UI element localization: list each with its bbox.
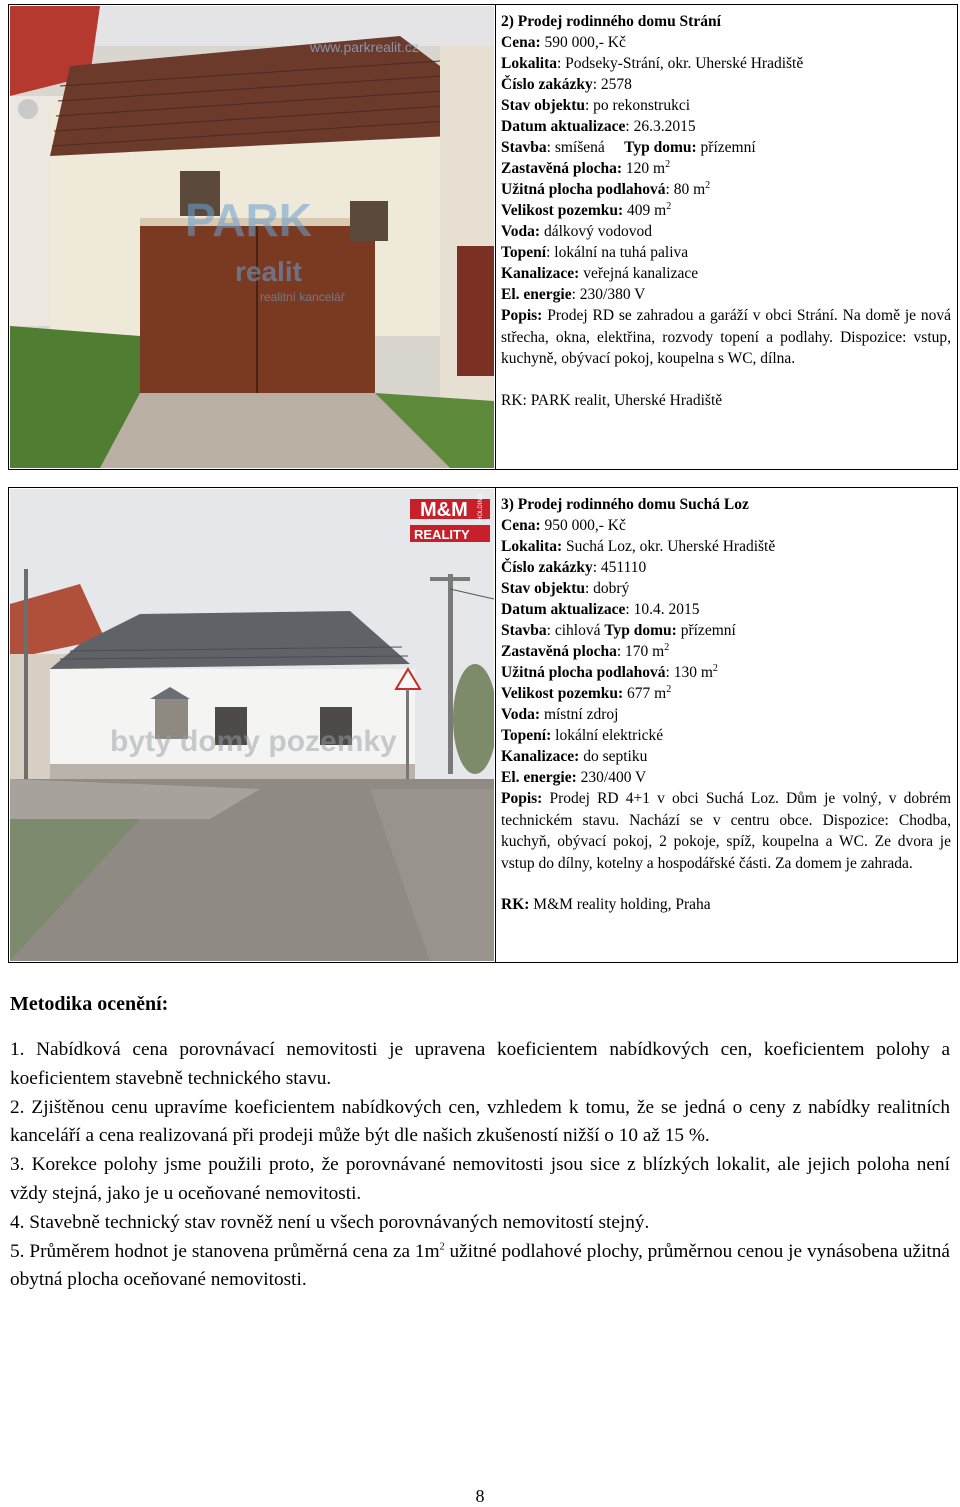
sewer-line: Kanalizace: veřejná kanalizace xyxy=(501,265,699,282)
agency-line: RK: M&M reality holding, Praha xyxy=(501,896,711,913)
description: Popis: Prodej RD 4+1 v obci Suchá Loz. Dům je volný, v dobrém technickém stavu. Nachází se v centru obce. Dispozice: Chodba, kuchyň, obývací pokoj, 2 pokoje, spíž, koupelna a WC. Ze dvora je vstup do dílny, kotelny a hospodářské části. Za domem je zahrada. xyxy=(501,790,951,872)
methodology-list xyxy=(10,1036,950,1295)
location-line: Lokalita: Suchá Loz, okr. Uherské Hradiště xyxy=(501,538,776,555)
build-line: Stavba: smíšená Typ domu: přízemní xyxy=(501,139,756,156)
built-area-line: Zastavěná plocha: 170 $m^2$ xyxy=(501,641,670,660)
heating-line: Topení: lokální elektrické xyxy=(501,727,664,744)
mm-logo-side-text: HOLDING xyxy=(478,493,484,521)
page-number: 8 xyxy=(475,1486,485,1506)
photo-watermark-url: www.parkrealit.cz xyxy=(310,39,419,55)
listing-3-details xyxy=(501,494,951,915)
updated-line: Datum aktualizace: 26.3.2015 xyxy=(501,118,696,135)
build-line: Stavba: cihlová Typ domu: přízemní xyxy=(501,622,736,639)
updated-line: Datum aktualizace: 10.4. 2015 xyxy=(501,601,700,618)
energy-line: El. energie: 230/400 V xyxy=(501,769,647,786)
agency-line: RK: PARK realit, Uherské Hradiště xyxy=(501,391,723,409)
method-item: 4. Stavebně technický stav rovněž není u všech porovnávaných nemovitostí stejný. xyxy=(10,1211,650,1233)
energy-line: El. energie: 230/380 V xyxy=(501,286,646,303)
order-line: Číslo zakázky: 2578 xyxy=(501,76,632,93)
water-line: Voda: dálkový vodovod xyxy=(501,223,652,240)
heating-line: Topení: lokální na tuhá paliva xyxy=(501,244,689,261)
method-item: 1. Nabídková cena porovnávací nemovitosti je upravena koeficientem nabídkových cen, koeficientem polohy a koeficientem stavebně technického stavu. xyxy=(10,1039,950,1089)
photo-logo-subtext: realitní kancelář xyxy=(260,290,345,304)
order-line: Číslo zakázky: 451110 xyxy=(501,559,647,576)
usable-area-line: Užitná plocha podlahová: 130 $m^2$ xyxy=(501,662,718,681)
section-heading: Metodika ocenění: xyxy=(10,993,169,1015)
photo-logo-text: PARK xyxy=(185,194,312,246)
description: Popis: Prodej RD se zahradou a garáží v obci Strání. Na domě je nová střecha, okna, elektřina, rozvody topení a podlahy. Dispozice: vstup, kuchyně, obývací pokoj, koupelna s WC, dílna. xyxy=(501,307,952,367)
plot-line: Velikost pozemku: 677 $m^2$ xyxy=(501,683,672,702)
photo-watermark: byty domy pozemky xyxy=(110,725,397,758)
method-item: 5. Průměrem hodnot je stanovena průměrná cena za $1m^2$ užitné podlahové plochy, průměrnou cenou je vynásobena užitná obytná plocha oceňované nemovitosti. xyxy=(10,1240,950,1291)
house-photo-sucha-loz xyxy=(10,489,494,961)
state-line: Stav objektu: po rekonstrukci xyxy=(501,97,691,114)
state-line: Stav objektu: dobrý xyxy=(501,580,630,597)
house-photo-strani xyxy=(10,6,494,468)
price-line: Cena: 590 000,- Kč xyxy=(501,34,626,51)
location-line: Lokalita: Podseky-Strání, okr. Uherské Hradiště xyxy=(501,55,804,72)
price-line: Cena: 950 000,- Kč xyxy=(501,517,626,534)
listing-title: 2) Prodej rodinného domu Strání xyxy=(501,13,721,30)
listing-2-details xyxy=(501,11,951,411)
method-item: 3. Korekce polohy jsme použili proto, že porovnávané nemovitosti jsou sice z blízkých lokalit, ale jejich poloha není vždy stejná, jako je u oceňované nemovitosti. xyxy=(10,1154,950,1204)
listing-2-photo xyxy=(10,6,494,468)
built-area-line: Zastavěná plocha: 120 $m^2$ xyxy=(501,158,671,177)
listing-3-table xyxy=(8,487,958,963)
water-line: Voda: místní zdroj xyxy=(501,706,619,723)
column-divider xyxy=(495,5,496,469)
listing-title: 3) Prodej rodinného domu Suchá Loz xyxy=(501,496,749,513)
mm-logo-reality: REALITY xyxy=(414,527,470,542)
listing-3-photo xyxy=(10,489,494,961)
listing-2-table xyxy=(8,4,958,470)
sewer-line: Kanalizace: do septiku xyxy=(501,748,648,765)
method-item: 2. Zjištěnou cenu upravíme koeficientem nabídkových cen, vzhledem k tomu, že se jedná o ceny z nabídky realitních kanceláří a cena realizovaná při prodeji může být dle našich zkušeností nižší o 10 až 15 %. xyxy=(10,1096,950,1147)
mm-logo-text: M&M xyxy=(420,499,468,521)
column-divider xyxy=(495,488,496,962)
usable-area-line: Užitná plocha podlahová: 80 $m^2$ xyxy=(501,179,711,198)
photo-logo-text-2: realit xyxy=(235,256,302,287)
plot-line: Velikost pozemku: 409 $m^2$ xyxy=(501,200,672,219)
